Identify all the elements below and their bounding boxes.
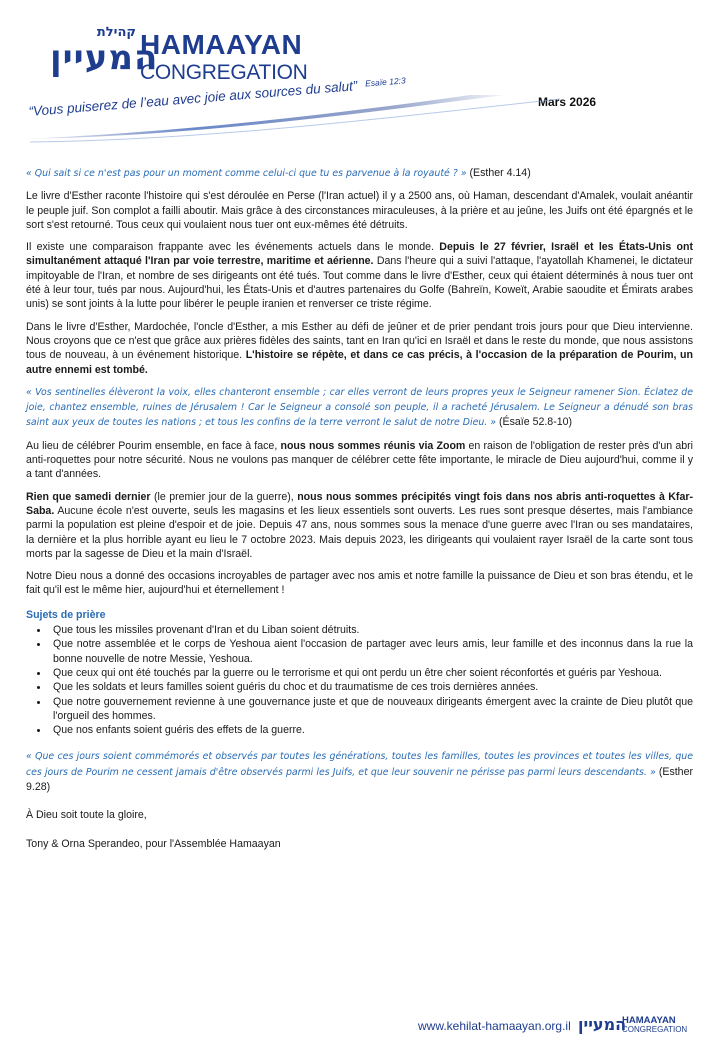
prayer-item: • Que les soldats et leurs familles soient guéris du choc et du traumatisme de ces trois dernières années. bbox=[49, 680, 693, 694]
p2-text-a: Il existe une comparaison frappante avec les événements actuels dans le monde. bbox=[26, 241, 434, 254]
website-url[interactable]: www.kehilat-hamaayan.org.il bbox=[418, 1019, 571, 1033]
paragraph-zoom bbox=[26, 439, 693, 482]
prayer-item: • Que notre assemblée et le corps de Yeshoua aient l'occasion de partager avec leurs amis, leur famille et des inconnus dans la rue la bonne nouvelle de notre Messie, Yeshoua. bbox=[49, 637, 693, 666]
p2-bold: Depuis le 27 février, Israël et les États-Unis ont simultanément attaqué l'Iran par voie terrestre, maritime et aérienne. bbox=[26, 241, 693, 268]
intro-quote: « Qui sait si ce n'est pas pour un moment comme celui-ci que tu es parvenue à la royauté ? » bbox=[26, 168, 467, 179]
esther-quote: « Que ces jours soient commémorés et observés par toutes les générations, toutes les familles, toutes les provinces et toutes les villes, que ces jours de Pourim ne cessent jamais d'être observés parmi les Juifs, et que leur souvenir ne périsse pas parmi leurs descendants. » bbox=[26, 751, 693, 778]
p4-bold: nous nous sommes réunis via Zoom bbox=[280, 439, 466, 452]
p5-bold-a: Rien que samedi dernier bbox=[26, 490, 151, 503]
logo-english-line1: HAMAAYAN bbox=[140, 29, 303, 60]
tagline-reference: Esaïe 12:3 bbox=[364, 75, 407, 89]
footer-logo-hebrew: המעיין bbox=[578, 1015, 627, 1034]
prayer-item: • Que tous les missiles provenant d'Iran et du Liban soient détruits. bbox=[49, 623, 693, 637]
footer-logo-line2: CONGREGATION bbox=[622, 1025, 688, 1034]
logo-english bbox=[140, 31, 308, 83]
logo-hebrew-big: המעיין bbox=[50, 38, 159, 78]
footer-logo-english bbox=[622, 1016, 687, 1034]
isaiah-quote-paragraph bbox=[26, 385, 693, 431]
p4-text-a: Au lieu de célébrer Pourim ensemble, en face à face, bbox=[26, 439, 278, 452]
p5-text-d: Aucune école n'est ouverte, seuls les magasins et les lieux essentiels sont ouverts. Les rues sont presque désertes, mais l'ambiance parmi la population est pleine d'espoir et de joie. Depuis 47 ans, nous sommes sous la menace d'une guerre avec l'Iran ou ses mandataires, la dernière et la plus horrible ayant eu lieu le 7 octobre 2023. Mais depuis 2023, les dirigeants qui voulaient rayer Israël de la carte sont tous morts par la sagesse de Dieu et la main d'Israël. bbox=[26, 504, 693, 560]
isaiah-quote: « Vos sentinelles élèveront la voix, elles chanteront ensemble ; car elles verront de leurs propres yeux le Seigneur ramener Sion. Éclatez de joie, chantez ensemble, ruines de Jérusalem ! Car le Seigneur a consolé son peuple, il a racheté Jérusalem. Le Seigneur a dénudé son bras saint aux yeux de toutes les nations ; et tous les confins de la terre verront le salut de notre Dieu. » bbox=[26, 386, 693, 429]
p2-text-c: Dans l'heure qui a suivi l'attaque, l'ayatollah Khamenei, le dictateur impitoyable de l'Iran, et nombre de ses dirigeants ont été tués. Tout comme dans le livre d'Esther, ceux qui étaient déterminés à nous tuer ont été à leur tour, tués par nous. Aujourd'hui, les États-Unis et d'autres partenaires du Golfe (Bahreïn, Koweït, Arabie saoudite et Émirats arabes unis) se sont joints à la lutte pour libérer le peuple iranien et renverser ce triste régime. bbox=[26, 255, 693, 311]
tagline-text: “Vous puiserez de l’eau avec joie aux sources du salut” bbox=[28, 78, 358, 119]
letter-body bbox=[26, 166, 693, 859]
paragraph-mordecai bbox=[26, 320, 693, 377]
paragraph-current-events bbox=[26, 240, 693, 311]
prayer-item: • Que ceux qui ont été touchés par la guerre ou le terrorisme et qui ont perdu un être cher soient réconfortés et guéris par Yeshoua. bbox=[49, 666, 693, 680]
p3-bold: L'histoire se répète, et dans ce cas précis, à l'occasion de la préparation de Pourim, un autre ennemi est tombé. bbox=[26, 349, 693, 376]
logo-english-line2: CONGREGATION bbox=[140, 61, 308, 84]
paragraph-opportunities: Notre Dieu nous a donné des occasions incroyables de partager avec nos amis et notre famille la puissance de Dieu et son bras étendu, et le fait qu'il est le même hier, aujourd'hui et éternellement ! bbox=[26, 570, 693, 597]
p4-text-c: en raison de l'obligation de rester près d'un abri anti-roquettes pour notre sécurité. Nous ne voulons pas manquer de célébrer cette fête importante, le miracle de Dieu aujourd'hui, comme il y a tant d'années. bbox=[26, 439, 693, 481]
letterhead bbox=[0, 0, 720, 150]
intro-quote-reference: (Esther 4.14) bbox=[469, 167, 531, 179]
prayer-item: • Que notre gouvernement revienne à une gouvernance juste et que de nouveaux dirigeants émergent avec la crainte de Dieu plutôt que l'orgueil des hommes. bbox=[49, 695, 693, 724]
paragraph-shelters bbox=[26, 490, 693, 561]
signature: Tony & Orna Sperandeo, pour l'Assemblée Hamaayan bbox=[26, 837, 281, 850]
logo-hebrew-small: קהילת bbox=[96, 25, 136, 40]
intro-paragraph bbox=[26, 166, 693, 181]
logo-hebrew bbox=[50, 25, 159, 78]
closing-line: À Dieu soit toute la gloire, bbox=[26, 809, 147, 822]
p5-text-b: (le premier jour de la guerre), bbox=[154, 490, 294, 503]
esther-quote-paragraph bbox=[26, 749, 693, 794]
footer-logo-line1: HAMAAYAN bbox=[622, 1015, 676, 1026]
p5-bold-c: nous nous sommes précipités vingt fois dans nos abris anti-roquettes à Kfar-Saba. bbox=[26, 490, 694, 517]
prayer-subjects-heading: Sujets de prière bbox=[26, 608, 106, 621]
page-footer bbox=[0, 1005, 720, 1040]
esther-quote-reference: (Esther 9.28) bbox=[26, 765, 693, 793]
prayer-item: • Que nos enfants soient guéris des effets de la guerre. bbox=[49, 723, 693, 737]
p3-text-a: Dans le livre d'Esther, Mardochée, l'oncle d'Esther, a mis Esther au défi de jeûner et de prier pendant trois jours pour que Dieu intervienne. Nous croyons que ce n'est que grâce aux prières fidèles des saints, tant en Iran qu'ici en Israël et dans le reste du monde, que nous assistons tous de nouveau, à un événement historique. bbox=[26, 320, 693, 362]
paragraph-esther-story: Le livre d'Esther raconte l'histoire qui s'est déroulée en Perse (l'Iran actuel) il y a 2500 ans, où Haman, descendant d'Amalek, voulait anéantir le peuple juif. Son complot a failli aboutir. Mais grâce à des circonstances miraculeuses, à la prière et au jeûne, les Juifs ont été épargnés et le sort s'est retourné. Tous ceux qui voulaient nous tuer ont eux-mêmes été détruits. bbox=[26, 190, 693, 231]
isaiah-quote-reference: (Ésaïe 52.8-10) bbox=[499, 416, 573, 429]
issue-date: Mars 2026 bbox=[538, 95, 597, 109]
prayer-list bbox=[26, 623, 693, 737]
